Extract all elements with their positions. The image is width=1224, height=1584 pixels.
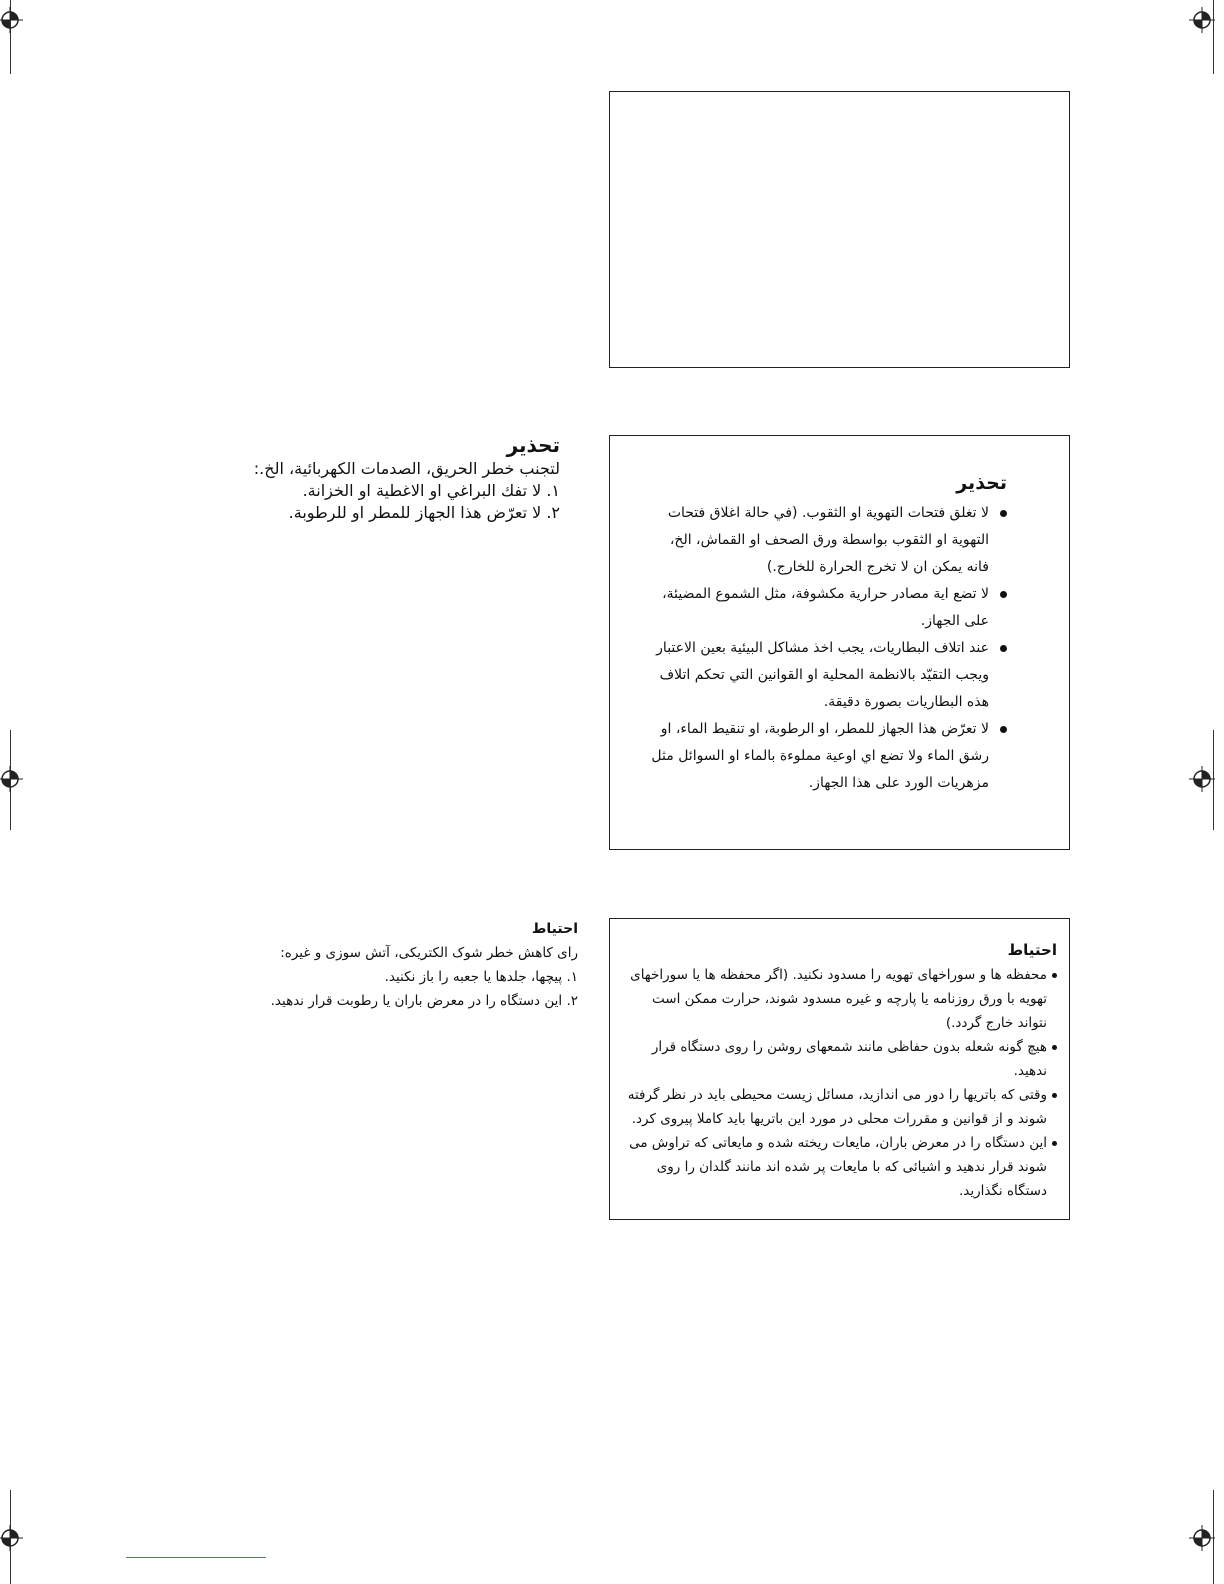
- persian-caution-box-title: احتیاط: [1007, 941, 1057, 959]
- bullet-icon: [1052, 973, 1057, 978]
- arabic-warning-left: [168, 432, 560, 524]
- arabic-warning-left-item: ١. لا تفك البراغي او الاغطية او الخزانة.: [302, 481, 560, 500]
- arabic-warning-left-intro: لتجنب خطر الحريق، الصدمات الكهربائية، الخ.:: [253, 459, 560, 478]
- registration-crosshair-icon: [0, 766, 23, 792]
- persian-caution-left-item: ۲. این دستگاه را در معرض باران یا رطوبت قرار ندهید.: [270, 993, 578, 1009]
- arabic-warning-box: [609, 435, 1070, 850]
- bullet-icon: [1052, 1141, 1057, 1146]
- list-item: لا تعرّض هذا الجهاز للمطر، او الرطوبة، او تنقيط الماء، او رشق الماء ولا تضع اي اوعية مملوءة بالماء او السوائل مثل مزهريات الورد على هذا الجهاز.: [650, 716, 1007, 797]
- persian-caution-left: [238, 917, 578, 1013]
- persian-caution-left-title: احتياط: [531, 921, 578, 937]
- bullet-icon: [1000, 510, 1007, 517]
- bullet-icon: [1052, 1093, 1057, 1098]
- persian-caution-box: [609, 918, 1070, 1220]
- list-item: هیچ گونه شعله بدون حفاظی مانند شمعهای روشن را روی دستگاه قرار ندهید.: [620, 1035, 1057, 1083]
- footer-rule: [126, 1557, 266, 1558]
- persian-caution-list: [620, 963, 1057, 1203]
- list-item: لا تغلق فتحات التهوية او الثقوب. (في حالة اغلاق فتحات التهوية او الثقوب بواسطة ورق الصحف او القماش، الخ، فانه يمكن ان لا تخرج الحرارة للخارج.): [650, 500, 1007, 581]
- list-item: این دستگاه را در معرض باران، مایعات ریخته شده و مایعاتی که تراوش می شوند قرار ندهید و اشیائی که با مایعات پر شده اند مانند گلدان را روی دستگاه نگذارید.: [620, 1131, 1057, 1203]
- empty-frame: [609, 91, 1070, 368]
- persian-caution-left-item: ۱. پیچها، جلدها یا جعبه را باز نکنید.: [384, 969, 578, 985]
- arabic-warning-left-title: تحذير: [506, 433, 560, 457]
- registration-crosshair-icon: [0, 1525, 23, 1551]
- bullet-icon: [1000, 591, 1007, 598]
- registration-crosshair-icon: [0, 7, 23, 33]
- list-item: عند اتلاف البطاريات، يجب اخذ مشاكل البيئية بعين الاعتبار ويجب التقيّد بالانظمة المحلية او القوانين التي تحكم اتلاف هذه البطاريات بصورة دقيقة.: [650, 635, 1007, 716]
- bullet-icon: [1052, 1045, 1057, 1050]
- bullet-icon: [1000, 645, 1007, 652]
- list-item: محفظه ها و سوراخهای تهویه را مسدود نکنید. (اگر محفظه ها یا سوراخهای تهویه با ورق روزنامه یا پارچه و غیره مسدود شوند، حرارت ممکن است نتواند خارج گردد.): [620, 963, 1057, 1035]
- arabic-warning-box-title: تحذير: [956, 472, 1007, 494]
- registration-crosshair-icon: [1189, 7, 1215, 33]
- arabic-warning-left-item: ٢. لا تعرّض هذا الجهاز للمطر او للرطوبة.: [288, 503, 560, 522]
- list-item: وقتی که باتریها را دور می اندازید، مسائل زیست محیطی باید در نظر گرفته شوند و از قوانین و مقررات محلی در مورد این باتریها باید کاملا پیروی کرد.: [620, 1083, 1057, 1131]
- persian-caution-left-intro: رای کاهش خطر شوک الکتریکی، آتش سوزی و غیره:: [280, 945, 578, 961]
- list-item: لا تضع اية مصادر حرارية مكشوفة، مثل الشموع المضيئة، على الجهاز.: [650, 581, 1007, 635]
- bullet-icon: [1000, 726, 1007, 733]
- arabic-warning-list: [650, 500, 1007, 797]
- registration-crosshair-icon: [1189, 766, 1215, 792]
- registration-crosshair-icon: [1189, 1525, 1215, 1551]
